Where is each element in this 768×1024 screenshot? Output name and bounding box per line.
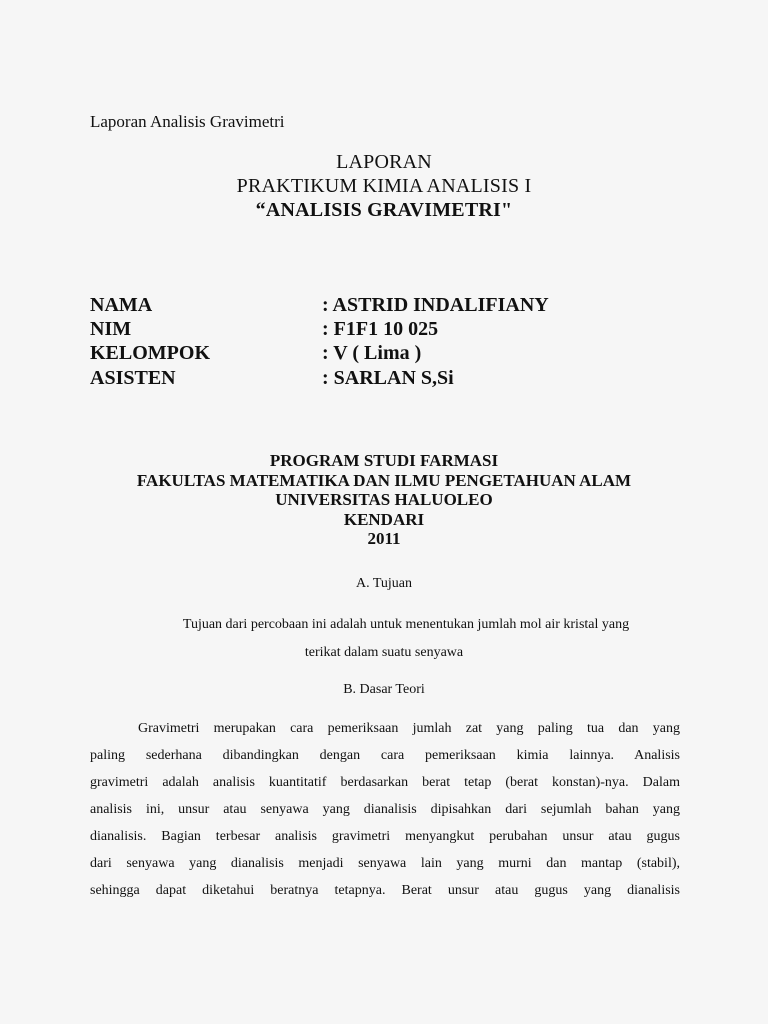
title-line: “ANALISIS GRAVIMETRI" [255, 199, 513, 221]
info-value: : ASTRID INDALIFIANY [322, 294, 549, 316]
section-heading-dasar-teori: B. Dasar Teori [343, 682, 425, 697]
info-row-asisten [90, 367, 690, 391]
paragraph-line: sehingga dapat diketahui beratnya tetapnya. Berat unsur atau gugus yang dianalisis [90, 883, 680, 898]
paragraph-line: dari senyawa yang dianalisis menjadi senyawa lain yang murni dan mantap (stabil), [90, 856, 680, 871]
paragraph-line: paling sederhana dibandingkan dengan cara pemeriksaan kimia lainnya. Analisis [90, 748, 680, 763]
title-line: PRAKTIKUM KIMIA ANALISIS I [236, 175, 532, 197]
aim-line: terikat dalam suatu senyawa [304, 645, 464, 660]
info-value: : SARLAN S,Si [322, 367, 454, 389]
info-row-kelompok [90, 342, 690, 366]
info-value: : F1F1 10 025 [322, 318, 439, 340]
aim-paragraph [0, 611, 768, 667]
info-row-nim [90, 318, 690, 342]
title-line: LAPORAN [336, 151, 432, 173]
section-heading-tujuan: A. Tujuan [355, 576, 413, 591]
institution-line: 2011 [367, 529, 401, 548]
info-label: NIM [90, 318, 132, 340]
document-label: Laporan Analisis Gravimetri [90, 112, 285, 131]
info-label: ASISTEN [90, 367, 176, 389]
info-label: KELOMPOK [90, 342, 210, 364]
institution-line: UNIVERSITAS HALUOLEO [275, 490, 493, 509]
paragraph-line: Gravimetri merupakan cara pemeriksaan jumlah zat yang paling tua dan yang [138, 721, 680, 736]
institution-line: PROGRAM STUDI FARMASI [269, 451, 499, 470]
paragraph-line: dianalisis. Bagian terbesar analisis gravimetri menyangkut perubahan unsur atau gugus [90, 829, 680, 844]
info-label: NAMA [90, 294, 153, 316]
theory-paragraph [90, 715, 680, 904]
info-value: : V ( Lima ) [322, 342, 422, 364]
aim-line: Tujuan dari percobaan ini adalah untuk menentukan jumlah mol air kristal yang [182, 617, 630, 632]
institution-block [0, 451, 768, 549]
paragraph-line: gravimetri adalah analisis kuantitatif berdasarkan berat tetap (berat konstan)-nya. Dalam [90, 775, 680, 790]
paragraph-line: analisis ini, unsur atau senyawa yang dianalisis dipisahkan dari sejumlah bahan yang [90, 802, 680, 817]
institution-line: FAKULTAS MATEMATIKA DAN ILMU PENGETAHUAN ALAM [136, 470, 632, 490]
institution-line: KENDARI [343, 509, 425, 529]
report-title [0, 150, 768, 222]
info-row-nama [90, 294, 690, 318]
